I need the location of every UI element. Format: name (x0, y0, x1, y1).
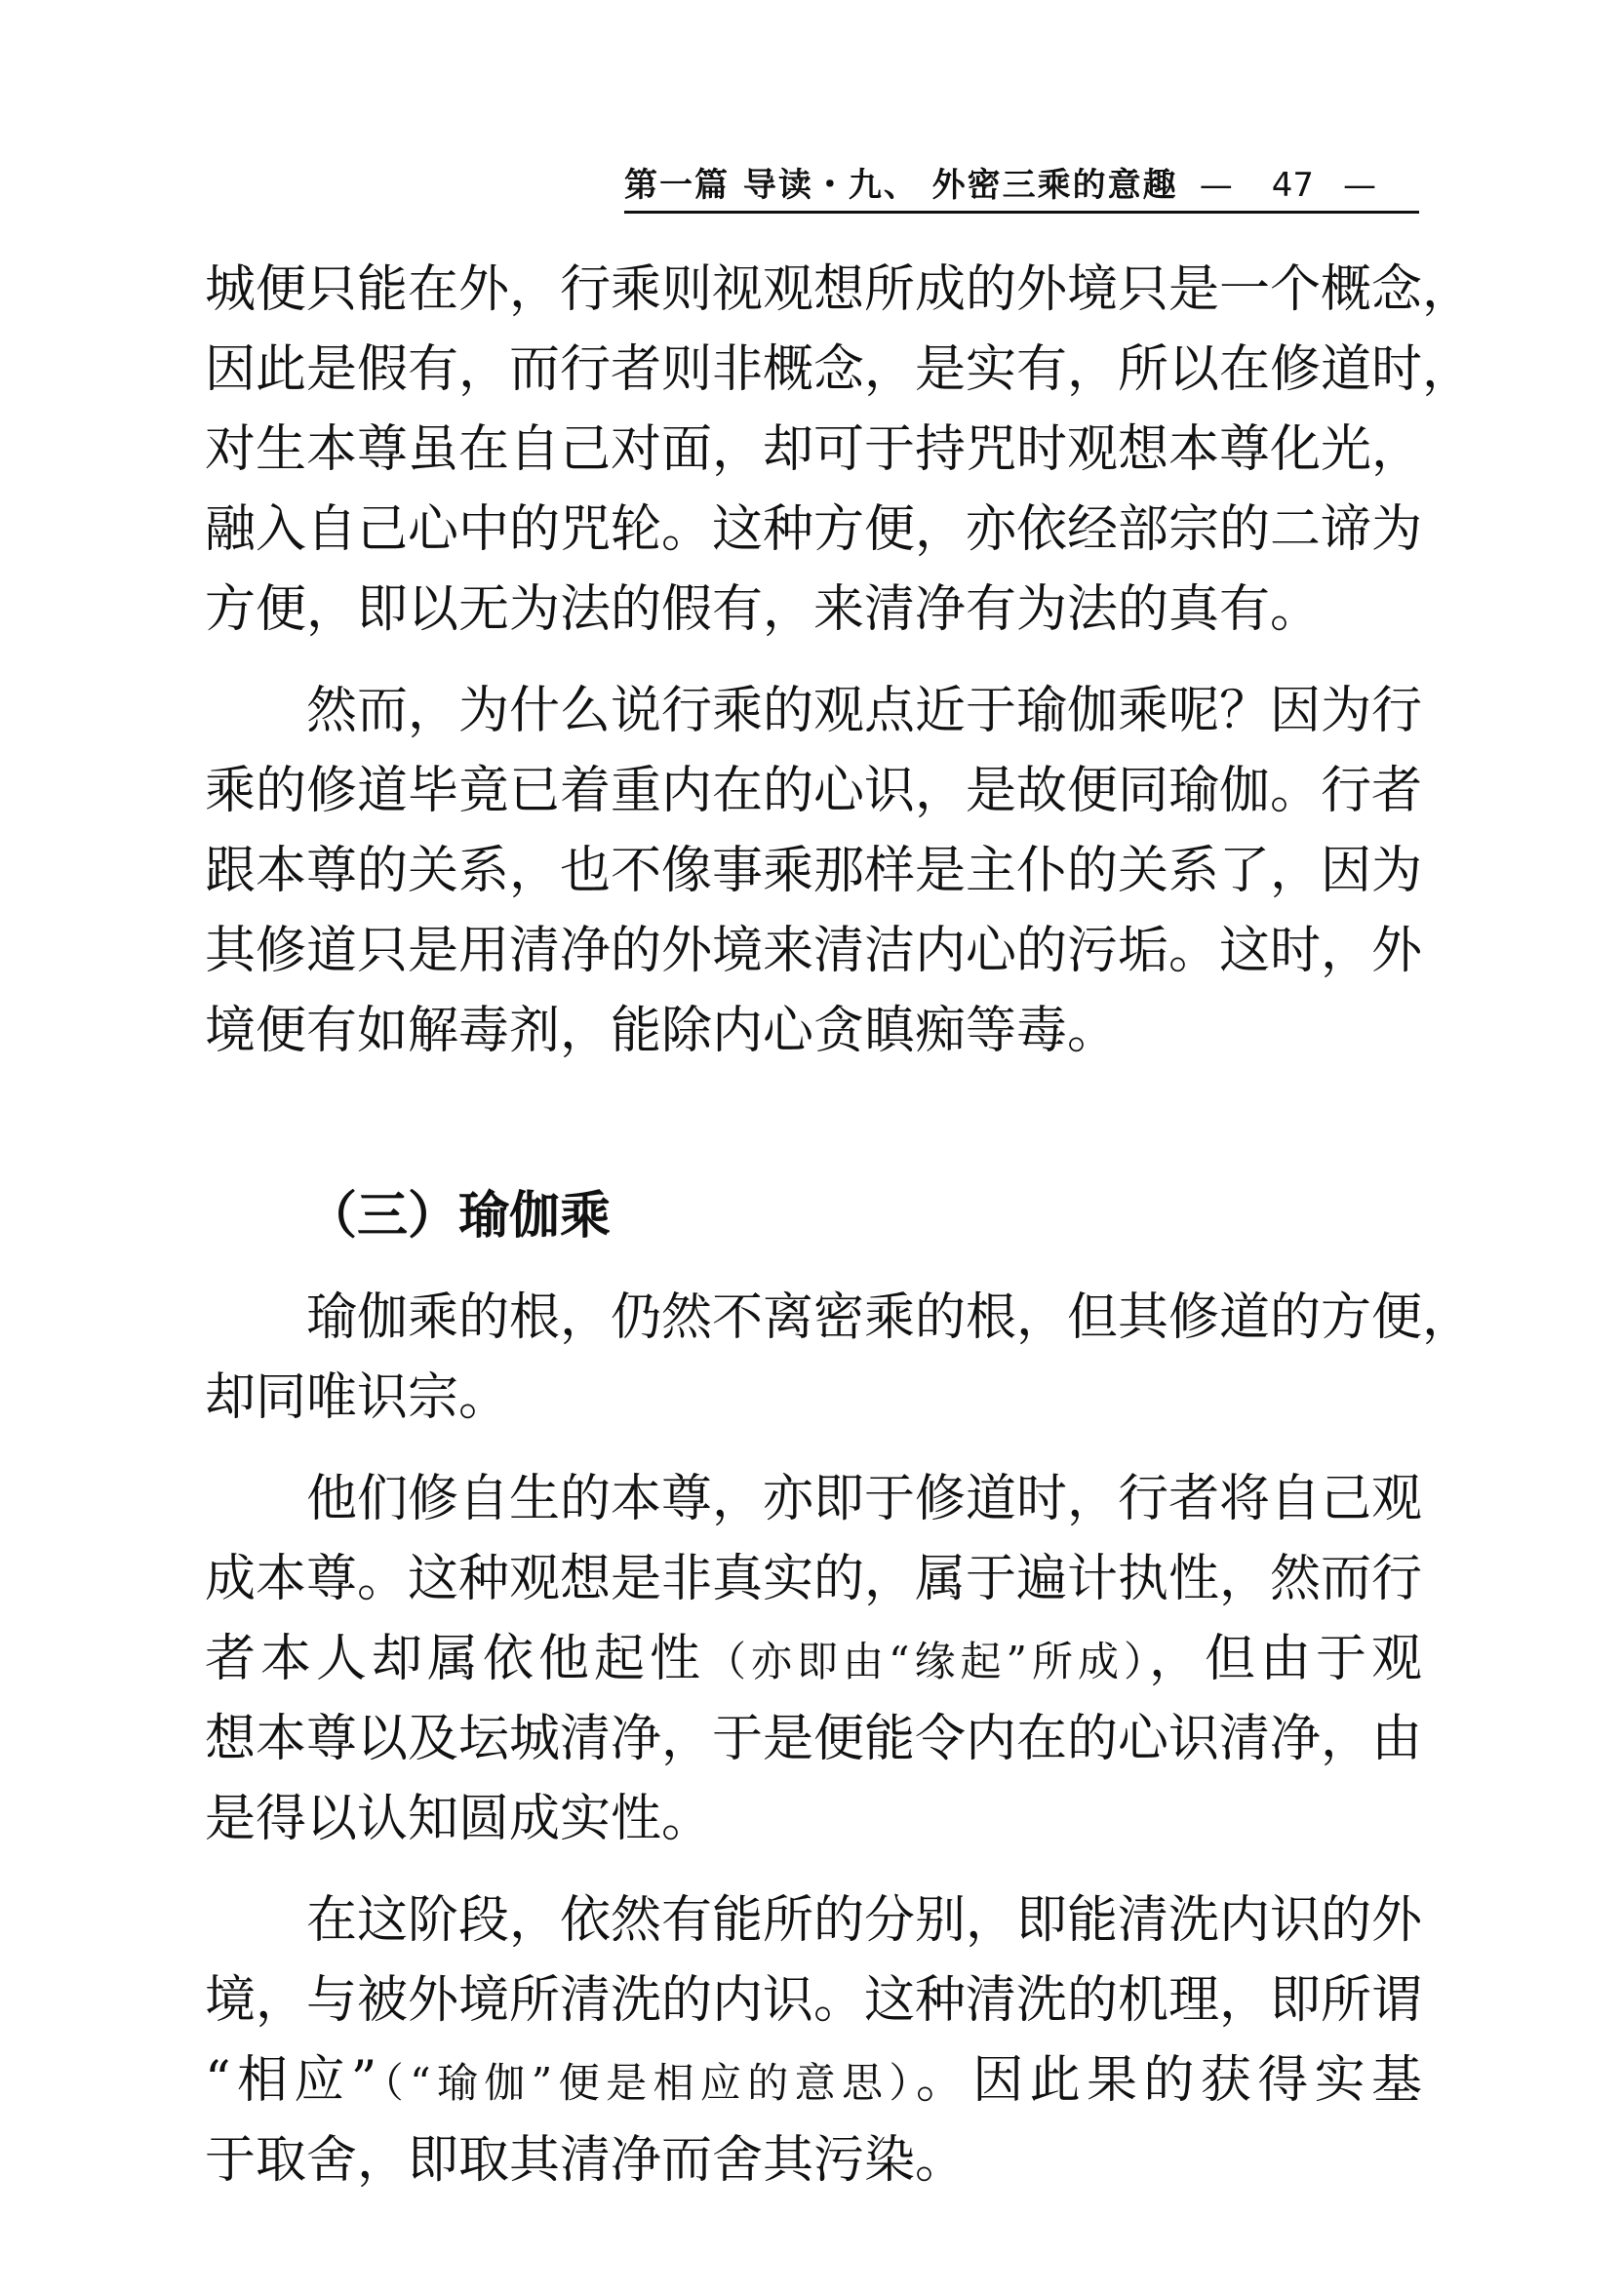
text-line: 方便，即以无为法的假有，来清净有为法的真有。 (205, 580, 1322, 639)
text-line: 于取舍，即取其清净而舍其污染。 (205, 2131, 967, 2190)
text-line: 却同唯识宗。 (205, 1368, 510, 1427)
text-segment: 。因此果的获得实基 (915, 2051, 1422, 2110)
text-segment: ，但由于观 (1148, 1630, 1422, 1688)
header-dash: — (1199, 166, 1233, 205)
text-line: 成本尊。这种观想是非真实的，属于遍计执性，然而行 (205, 1550, 1423, 1608)
body-text (205, 250, 1474, 2200)
text-line: 他们修自生的本尊，亦即于修道时，行者将自己观 (306, 1470, 1423, 1528)
text-line (205, 1619, 1422, 1699)
text-line: 跟本尊的关系，也不像事乘那样是主仆的关系了，因为 (205, 842, 1423, 900)
text-line: 瑜伽乘的根，仍然不离密乘的根，但其修道的方便， (306, 1288, 1474, 1347)
text-line: 是得以认知圆成实性。 (205, 1790, 713, 1848)
text-line: 因此是假有，而行者则非概念，是实有，所以在修道时， (205, 340, 1474, 399)
paragraph-1 (205, 250, 1474, 650)
text-line: 其修道只是用清净的外境来清洁内心的污垢。这时，外 (205, 922, 1423, 980)
inline-note: （亦即由“缘起”所成） (705, 1638, 1149, 1685)
text-segment: 者本人却属依他起性 (205, 1630, 706, 1688)
text-line: 城便只能在外，行乘则视观想所成的外境只是一个概念， (205, 260, 1474, 319)
text-line: 对生本尊虽在自己对面，却可于持咒时观想本尊化光， (205, 420, 1423, 479)
text-segment: “相应” (205, 2051, 377, 2110)
page-number: 47 (1271, 166, 1314, 205)
text-line: 想本尊以及坛城清净，于是便能令内在的心识清净，由 (205, 1710, 1423, 1768)
text-line: 乘的修道毕竟已着重内在的心识，是故便同瑜伽。行者 (205, 762, 1423, 820)
header-dash-end: — (1342, 166, 1376, 205)
paragraph-4 (205, 1459, 1422, 1859)
inline-note: （“瑜伽”便是相应的意思） (376, 2059, 916, 2107)
section-heading: （三）瑜伽乘 (306, 1187, 612, 1246)
text-line: 融入自己心中的咒轮。这种方便，亦依经部宗的二谛为 (205, 500, 1423, 559)
text-line: 境便有如解毒剂，能除内心贪瞋痴等毒。 (205, 1002, 1119, 1060)
paragraph-5 (205, 1880, 1422, 2200)
chapter-title: 第一篇 导读・九、 外密三乘的意趣 (624, 166, 1178, 205)
paragraph-3 (205, 1278, 1474, 1438)
text-line: 然而，为什么说行乘的观点近于瑜伽乘呢？因为行 (306, 682, 1423, 740)
paragraph-2 (205, 671, 1422, 1071)
running-head (624, 164, 1419, 214)
text-line (205, 2040, 1422, 2120)
text-line: 在这阶段，依然有能所的分别，即能清洗内识的外 (306, 1891, 1423, 1950)
text-line: 境，与被外境所清洗的内识。这种清洗的机理，即所谓 (205, 1971, 1423, 2030)
